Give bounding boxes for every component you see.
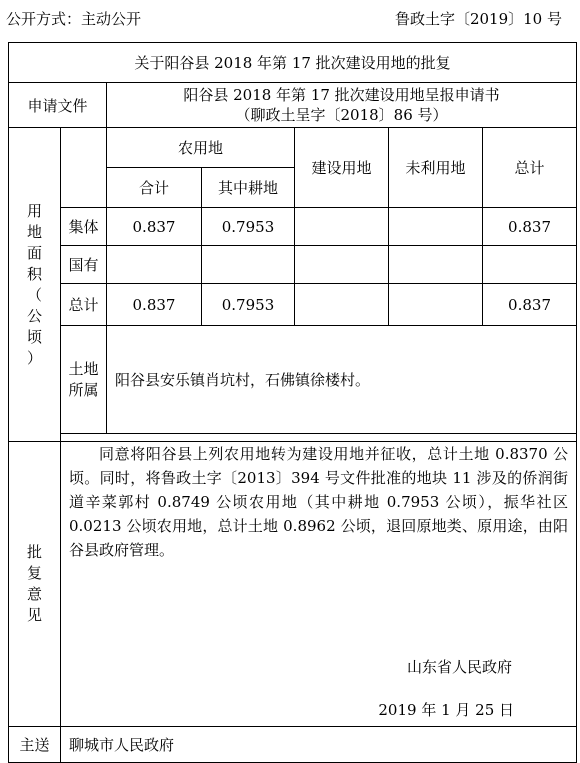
header-construction-land: 建设用地 (295, 128, 389, 208)
recipient-value: 聊城市人民政府 (61, 727, 577, 763)
recipient-label: 主送 (9, 727, 61, 763)
header-agricultural-land: 农用地 (107, 128, 295, 168)
cell-unused (389, 208, 483, 246)
ownership-label: 土地 所属 (61, 326, 107, 434)
header-arable: 其中耕地 (202, 168, 295, 208)
cell-total (483, 246, 577, 284)
area-header-corner (61, 128, 107, 208)
application-title: 阳谷县 2018 年第 17 批次建设用地呈报申请书 (183, 86, 500, 104)
cell-arable (202, 246, 295, 284)
cell-construction (295, 284, 389, 326)
header-unused-land: 未利用地 (389, 128, 483, 208)
cell-total: 0.837 (483, 208, 577, 246)
area-row-total (9, 284, 577, 326)
spacer-cell (61, 434, 577, 442)
ownership-value: 阳谷县安乐镇肖坑村，石佛镇徐楼村。 (107, 326, 577, 434)
cell-arable: 0.7953 (202, 284, 295, 326)
cell-unused (389, 284, 483, 326)
approval-form-table (8, 42, 577, 763)
ownership-row (9, 326, 577, 434)
row-label: 国有 (61, 246, 107, 284)
area-row-collective (9, 208, 577, 246)
cell-arable: 0.7953 (202, 208, 295, 246)
document-number: 鲁政土字〔2019〕10 号 (394, 10, 562, 28)
issue-date: 2019 年 1 月 25 日 (378, 701, 515, 719)
area-header-row-1 (9, 128, 577, 168)
application-ref: （聊政土呈字〔2018〕86 号） (235, 106, 448, 124)
header-subtotal: 合计 (107, 168, 202, 208)
header-total: 总计 (483, 128, 577, 208)
application-row (9, 83, 577, 128)
row-label: 集体 (61, 208, 107, 246)
recipient-row (9, 727, 577, 763)
cell-construction (295, 246, 389, 284)
disclosure-method: 公开方式：主动公开 (6, 10, 142, 28)
opinion-body (61, 442, 577, 727)
cell-subtotal: 0.837 (107, 284, 202, 326)
opinion-label: 批 复 意 见 (9, 442, 61, 727)
land-area-label: 用 地 面 积 （ 公 顷 ） (9, 128, 61, 442)
cell-total: 0.837 (483, 284, 577, 326)
opinion-text: 同意将阳谷县上列农用地转为建设用地并征收，总计土地 0.8370 公顷。同时，将鲁政土字〔2013〕394 号文件批准的地块 11 涉及的侨润街道辛菜郭村 0.8749 公顷农用地（其中耕地 0.7953 公顷），振华社区 0.0213 公顷农用地，总计土地 0.8962 公顷，退回原地类、原用途，由阳谷县政府管理。 (69, 445, 569, 559)
opinion-row (9, 442, 577, 727)
area-row-state (9, 246, 577, 284)
document-title: 关于阳谷县 2018 年第 17 批次建设用地的批复 (9, 43, 577, 83)
application-label: 申请文件 (9, 83, 107, 128)
cell-subtotal (107, 246, 202, 284)
application-value (107, 83, 577, 128)
cell-construction (295, 208, 389, 246)
cell-unused (389, 246, 483, 284)
title-row (9, 43, 577, 83)
cell-subtotal: 0.837 (107, 208, 202, 246)
spacer-row (9, 434, 577, 442)
issuing-authority: 山东省人民政府 (407, 658, 513, 676)
row-label: 总计 (61, 284, 107, 326)
